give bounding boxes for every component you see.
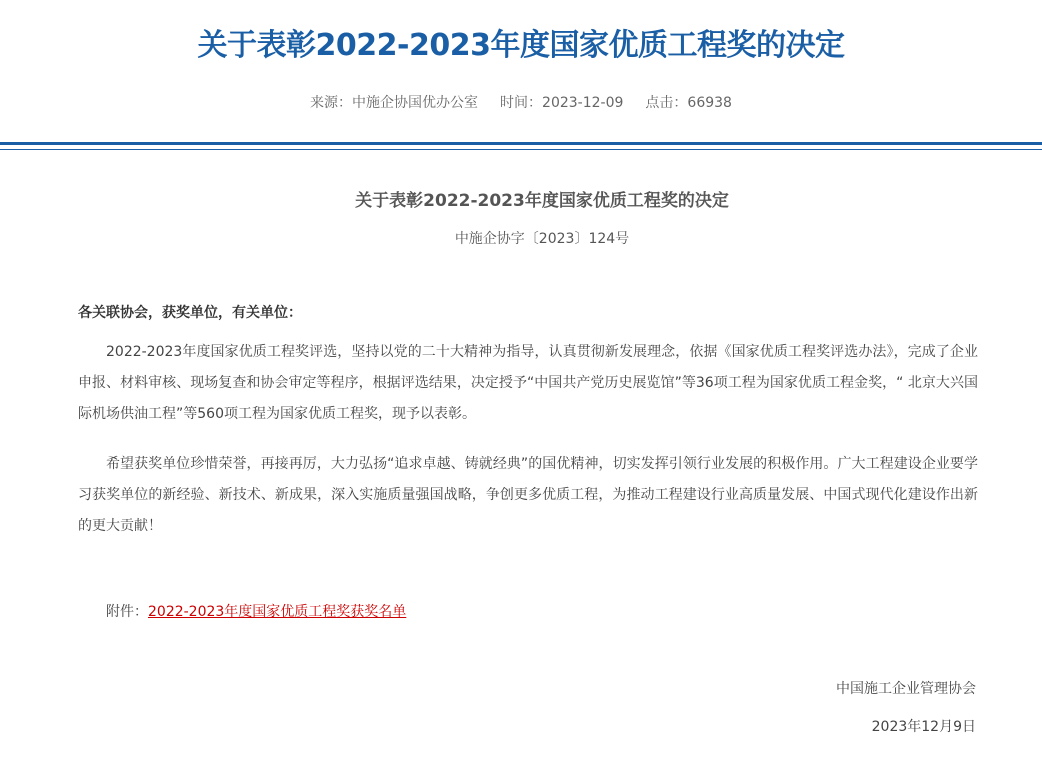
body-paragraph: 希望获奖单位珍惜荣誉，再接再厉，大力弘扬“追求卓越、铸就经典”的国优精神，切实发挥引领行业发展的积极作用。广大工程建设企业要学习获奖单位的新经验、新技术、新成果，深入实施质量强国战略，争创更多优质工程，为推动工程建设行业高质量发展、中国式现代化建设作出新的更大贡献！ <box>78 456 978 534</box>
salutation: 各关联协会，获奖单位，有关单位： <box>78 305 302 321</box>
signature-organization: 中国施工企业管理协会 <box>836 681 976 697</box>
time-value: 2023-12-09 <box>542 95 624 111</box>
attachment-row <box>106 601 406 623</box>
header-divider-thin <box>0 149 1042 150</box>
document-number: 中施企协字〔2023〕124号 <box>454 231 630 247</box>
document-title: 关于表彰2022-2023年度国家优质工程奖的决定 <box>355 191 729 211</box>
source-value: 中施企协国优办公室 <box>352 95 479 111</box>
body-paragraph: 2022-2023年度国家优质工程奖评选，坚持以党的二十大精神为指导，认真贯彻新发展理念，依据《国家优质工程奖评选办法》，完成了企业申报、材料审核、现场复查和协会审定等程序，根据评选结果，决定授予“中国共产党历史展览馆”等36项工程为国家优质工程金奖，“ 北京大兴国际机场供油工程”等560项工程为国家优质工程奖，现予以表彰。 <box>78 344 978 422</box>
clicks-label: 点击： <box>645 95 688 111</box>
header-divider-thick <box>0 142 1042 145</box>
signature-date: 2023年12月9日 <box>871 719 976 735</box>
page-title: 关于表彰2022-2023年度国家优质工程奖的决定 <box>197 28 845 63</box>
attachment-link[interactable]: 2022-2023年度国家优质工程奖获奖名单 <box>148 604 407 620</box>
source-label: 来源： <box>310 95 353 111</box>
time-label: 时间： <box>500 95 543 111</box>
page-header <box>0 0 1042 140</box>
article-meta <box>0 92 1042 114</box>
attachment-label: 附件： <box>106 604 148 620</box>
clicks-value: 66938 <box>687 95 732 111</box>
